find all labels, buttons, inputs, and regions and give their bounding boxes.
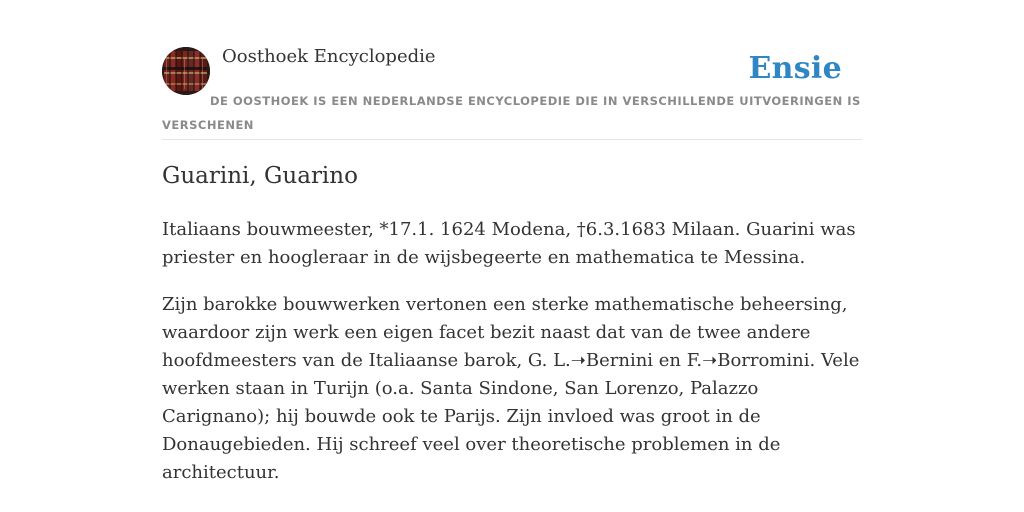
site-tagline: DE OOSTHOEK IS EEN NEDERLANDSE ENCYCLOPEDIE DIE IN VERSCHILLENDE UITVOERINGEN IS VERSCHENEN (162, 94, 861, 132)
article-body (162, 216, 862, 506)
page-container (162, 0, 862, 512)
site-name-link[interactable]: Oosthoek Encyclopedie (222, 46, 436, 67)
brand-logo[interactable]: Ensie (748, 51, 842, 86)
header-divider (162, 139, 862, 140)
article-title: Guarini, Guarino (162, 163, 358, 189)
article-paragraph: Italiaans bouwmeester, *17.1. 1624 Modena, †6.3.1683 Milaan. Guarini was priester en hoogleraar in de wijsbegeerte en mathematica te Messina. (162, 219, 856, 268)
article-paragraph: Zijn barokke bouwwerken vertonen een sterke mathematische beheersing, waardoor zijn werk een eigen facet bezit naast dat van de twee andere hoofdmeesters van de Italiaanse barok, G. L.➝Bernini en F.➝Borromini. Vele werken staan in Turijn (o.a. Santa Sindone, San Lorenzo, Palazzo Carignano); hij bouwde ook te Parijs. Zijn invloed was groot in de Donaugebieden. Hij schreef veel over theoretische problemen in de architectuur. (162, 294, 860, 483)
encyclopedia-books-icon[interactable] (162, 47, 210, 95)
